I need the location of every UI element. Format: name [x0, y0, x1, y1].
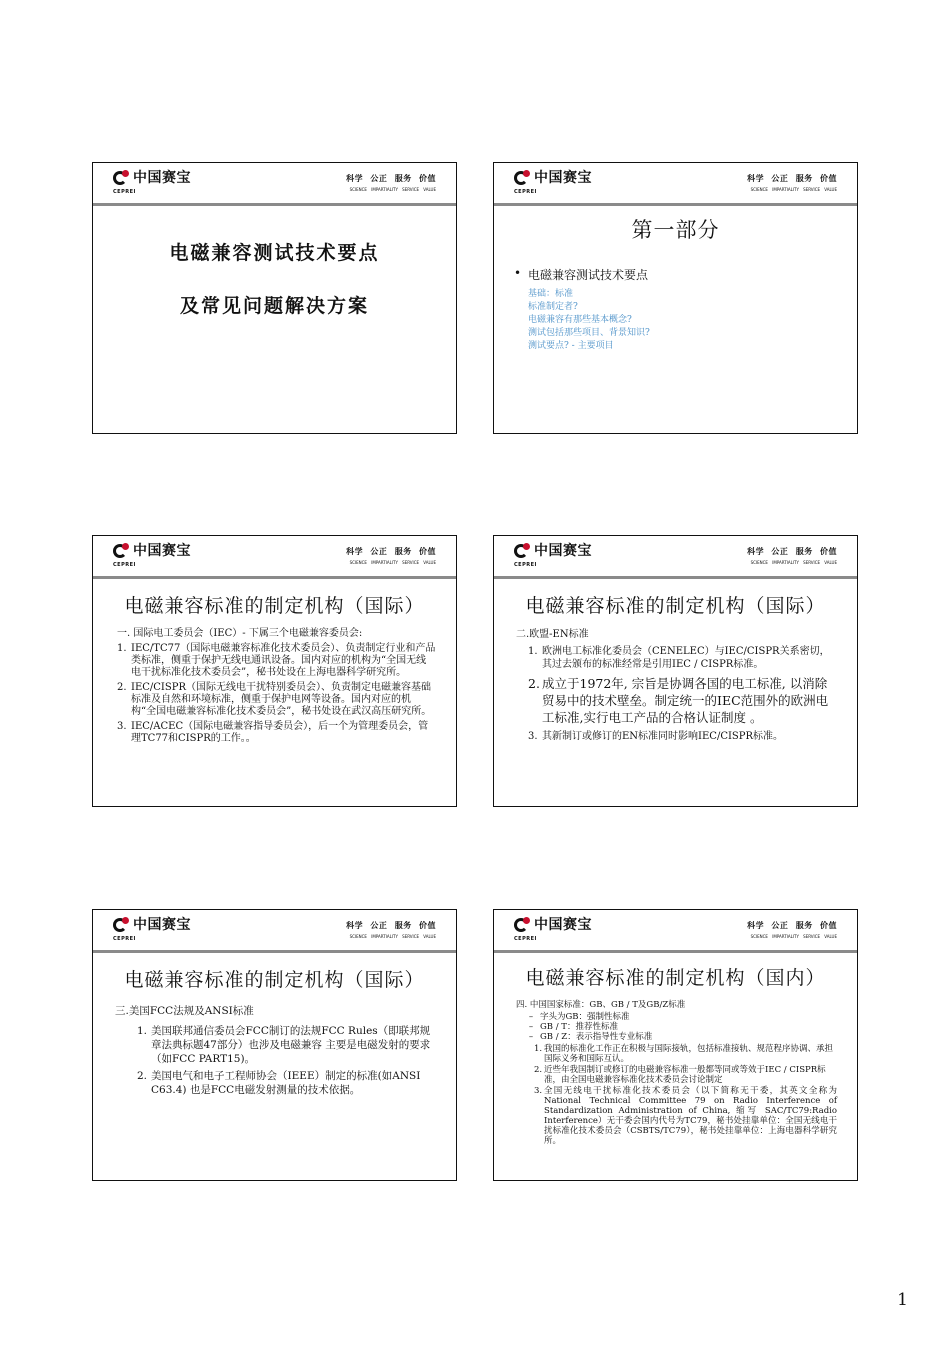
- section-intro: 四. 中国国家标准：GB、GB / T及GB/Z标准: [516, 1000, 686, 1010]
- item-number: 2.: [534, 1065, 543, 1075]
- slide-header: [494, 910, 857, 953]
- item-number: 2.: [117, 682, 127, 693]
- list-item: [534, 1044, 837, 1064]
- slide-6: [493, 909, 858, 1181]
- topic-link[interactable]: 测试包括那些项目、背景知识?: [528, 328, 650, 338]
- motto: [747, 546, 837, 565]
- slide-body: [494, 206, 857, 433]
- item-text: 我国的标准化工作正在积极与国际接轨，包括标准接轨、规范程序协调、承担国际义务和国际互认。: [544, 1044, 834, 1064]
- slide-3: [92, 535, 457, 807]
- motto: [747, 173, 837, 192]
- slide-1: [92, 162, 457, 434]
- slide-body: [494, 579, 857, 806]
- motto-en: SCIENCE IMPARTIALITY SERVICE VALUE: [349, 934, 436, 939]
- logo-text: 中国赛宝: [534, 543, 592, 559]
- motto-en: SCIENCE IMPARTIALITY SERVICE VALUE: [750, 934, 837, 939]
- logo-text: 中国赛宝: [534, 917, 592, 933]
- list-item: [117, 721, 436, 745]
- list-item: [117, 682, 436, 718]
- bullet-dot-icon: •: [514, 266, 522, 280]
- list-item: [528, 675, 837, 726]
- item-number: 1.: [528, 646, 538, 657]
- motto: [346, 546, 436, 565]
- bullet-item: [514, 266, 857, 283]
- logo: [113, 169, 191, 195]
- item-number: 3.: [528, 731, 538, 742]
- section-intro: 三.美国FCC法规及ANSI标准: [115, 1005, 254, 1017]
- logo: [514, 916, 592, 942]
- list-item: [117, 643, 436, 679]
- motto: [346, 920, 436, 939]
- logo-text: 中国赛宝: [133, 543, 191, 559]
- title-line-1: 电磁兼容测试技术要点: [169, 242, 380, 264]
- logo-en: CEPREI: [514, 936, 537, 942]
- motto-en: SCIENCE IMPARTIALITY SERVICE VALUE: [750, 187, 837, 192]
- motto-cn: 科学 公正 服务 价值: [346, 174, 436, 183]
- logo: [113, 542, 191, 568]
- motto-en: SCIENCE IMPARTIALITY SERVICE VALUE: [349, 560, 436, 565]
- item-text: 成立于1972年, 宗旨是协调各国的电工标准, 以消除贸易中的技术壁垒。制定统一的IEC范围外的欧洲电工标准,实行电工产品的合格认证制度 。: [542, 676, 829, 725]
- logo-text: 中国赛宝: [534, 170, 592, 186]
- list-item: [528, 645, 837, 671]
- item-number: 3.: [534, 1086, 543, 1096]
- logo: [514, 542, 592, 568]
- item-text: 欧洲电工标准化委员会（CENELEC）与IEC/CISPR关系密切，其过去颁布的标准经常是引用IEC / CISPR标准。: [542, 646, 830, 670]
- item-text: 美国电气和电子工程师协会（IEEE）制定的标准(如ANSI C63.4) 也是FCC电磁发射测量的技术依据。: [151, 1070, 421, 1096]
- page-number: 1: [897, 1290, 908, 1310]
- item-number: 3.: [117, 721, 127, 732]
- slide-title: 第一部分: [631, 218, 720, 242]
- item-text: IEC/TC77（国际电磁兼容标准化技术委员会）、负责制定行业和产品类标准，侧重于保护无线电通讯设备。国内对应的机构为“全国无线电干扰标准化技术委员会”，秘书处设在上海电器科学研究所。: [131, 643, 436, 678]
- dash-text: GB / Z：表示指导性专业标准: [540, 1032, 653, 1042]
- logo-text: 中国赛宝: [133, 170, 191, 186]
- list-item: [528, 730, 837, 743]
- slide-header: [93, 163, 456, 206]
- dash-item: [522, 1022, 837, 1032]
- motto-cn: 科学 公正 服务 价值: [747, 174, 837, 183]
- item-text: 全国无线电干扰标准化技术委员会（以下简称无干委，其英文全称为 National Technical Committee 79 on Radio Interference of Standardization Administration of China, 缩写 SAC/TC79:Radio Interference）无干委会国内代号为TC79，秘书处挂靠单位：全国无线电干扰标准化技术委员会（CSBTS/TC79），秘书处挂靠单位：上海电器科学研究所。: [544, 1086, 837, 1146]
- slide-body: [93, 206, 456, 433]
- ceprei-logo-icon: [514, 544, 528, 558]
- ceprei-logo-icon: [514, 918, 528, 932]
- logo: [514, 169, 592, 195]
- dash-icon: –: [528, 1022, 534, 1032]
- item-number: 1.: [137, 1025, 148, 1037]
- logo: [113, 916, 191, 942]
- item-text: IEC/ACEC（国际电磁兼容指导委员会），后一个为管理委员会，管理TC77和CISPR的工作。。: [131, 721, 429, 744]
- item-number: 2.: [528, 676, 540, 691]
- item-number: 2.: [137, 1070, 148, 1082]
- item-text: 其新制订或修订的EN标准同时影响IEC/CISPR标准。: [542, 731, 784, 742]
- item-number: 1.: [117, 643, 127, 654]
- motto-cn: 科学 公正 服务 价值: [747, 921, 837, 930]
- section-intro: 二.欧盟-EN标准: [516, 629, 589, 640]
- dash-text: GB / T：推荐性标准: [540, 1022, 618, 1032]
- motto-en: SCIENCE IMPARTIALITY SERVICE VALUE: [750, 560, 837, 565]
- slide-header: [93, 536, 456, 579]
- item-text: IEC/CISPR（国际无线电干扰特别委员会）、负责制定电磁兼容基础标准及自然和环境标准，侧重于保护电网等设备。国内对应的机构“全国电磁兼容标准化技术委员会”，秘书处设在武汉高压研究所。: [131, 682, 432, 717]
- title-line-2: 及常见问题解决方案: [179, 295, 369, 317]
- dash-icon: –: [528, 1012, 534, 1022]
- slide-content: [117, 628, 436, 745]
- topic-link[interactable]: 测试要点? - 主要项目: [528, 341, 614, 351]
- ceprei-logo-icon: [113, 171, 127, 185]
- topic-link[interactable]: 电磁兼容有那些基本概念?: [528, 315, 632, 325]
- dash-item: [522, 1032, 837, 1042]
- slide-body: [494, 953, 857, 1180]
- logo-en: CEPREI: [113, 562, 136, 568]
- slide-title: 电磁兼容标准的制定机构（国内）: [525, 967, 826, 989]
- slide-header: [93, 910, 456, 953]
- logo-text: 中国赛宝: [133, 917, 191, 933]
- motto-cn: 科学 公正 服务 价值: [747, 547, 837, 556]
- slide-header: [494, 163, 857, 206]
- slide-content: [516, 1000, 837, 1146]
- slide-5: [92, 909, 457, 1181]
- topic-list: [528, 288, 857, 353]
- bullet-text: 电磁兼容测试技术要点: [528, 268, 649, 282]
- list-item: [534, 1086, 837, 1146]
- ceprei-logo-icon: [514, 171, 528, 185]
- slide-title: 电磁兼容标准的制定机构（国际）: [124, 969, 425, 991]
- logo-en: CEPREI: [113, 936, 136, 942]
- item-number: 1.: [534, 1044, 543, 1054]
- logo-en: CEPREI: [514, 189, 537, 195]
- slide-body: [93, 579, 456, 806]
- slide-body: [93, 953, 456, 1180]
- dash-icon: –: [528, 1032, 534, 1042]
- slide-content: [516, 628, 837, 743]
- topic-link[interactable]: 基础：标准: [528, 289, 574, 299]
- slide-content: [115, 1004, 434, 1097]
- slide-title: 电磁兼容标准的制定机构（国际）: [525, 595, 826, 617]
- slide-2: [493, 162, 858, 434]
- slide-4: [493, 535, 858, 807]
- item-text: 近些年我国制订或修订的电磁兼容标准一般都等同或等效于IEC / CISPR标准，由全国电磁兼容标准化技术委员会讨论制定: [544, 1065, 826, 1085]
- section-intro: 一. 国际电工委员会（IEC）- 下属三个电磁兼容委员会:: [117, 628, 363, 639]
- motto: [346, 173, 436, 192]
- dash-text: 字头为GB：强制性标准: [540, 1012, 630, 1022]
- dash-item: [522, 1012, 837, 1022]
- ceprei-logo-icon: [113, 918, 127, 932]
- item-text: 美国联邦通信委员会FCC制订的法规FCC Rules（即联邦规章法典标题47部分）也涉及电磁兼容 主要是电磁发射的要求（如FCC PART15)。: [151, 1025, 431, 1065]
- list-item: [534, 1065, 837, 1085]
- logo-en: CEPREI: [514, 562, 537, 568]
- motto-en: SCIENCE IMPARTIALITY SERVICE VALUE: [349, 187, 436, 192]
- logo-en: CEPREI: [113, 189, 136, 195]
- motto-cn: 科学 公正 服务 价值: [346, 921, 436, 930]
- slide-header: [494, 536, 857, 579]
- topic-link[interactable]: 标准制定者?: [528, 302, 578, 312]
- list-item: [137, 1069, 434, 1097]
- slide-title: 电磁兼容标准的制定机构（国际）: [124, 595, 425, 617]
- motto: [747, 920, 837, 939]
- motto-cn: 科学 公正 服务 价值: [346, 547, 436, 556]
- ceprei-logo-icon: [113, 544, 127, 558]
- list-item: [137, 1024, 434, 1066]
